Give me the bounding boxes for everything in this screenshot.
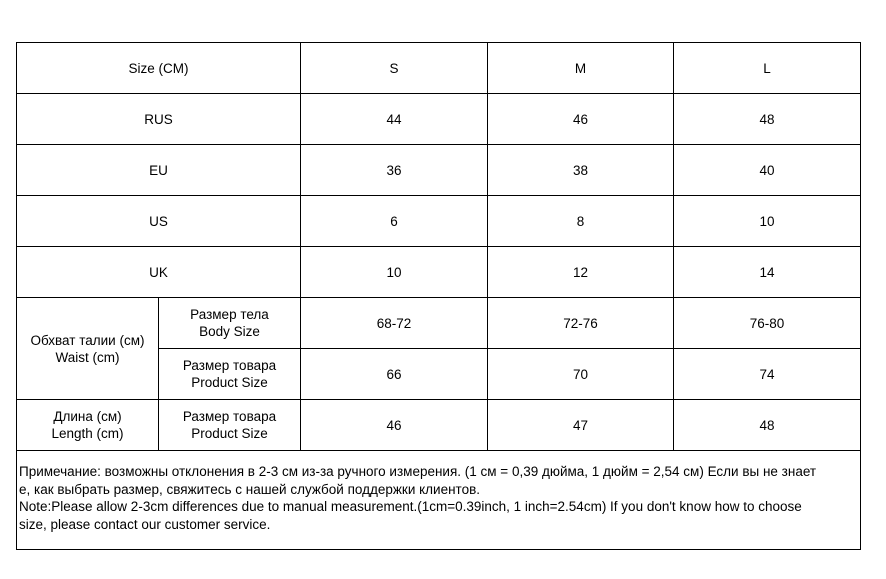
- table-cell: 44: [301, 94, 488, 145]
- note-ru-line-2: е, как выбрать размер, свяжитесь с нашей службой поддержки клиентов.: [19, 481, 481, 497]
- table-row: [17, 196, 861, 247]
- row-label: RUS: [17, 94, 301, 145]
- table-cell: 76-80: [674, 298, 861, 349]
- table-cell: 40: [674, 145, 861, 196]
- table-cell: 68-72: [301, 298, 488, 349]
- waist-label: [17, 298, 159, 400]
- table-row: [17, 247, 861, 298]
- table-cell: 10: [674, 196, 861, 247]
- table-cell: 72-76: [488, 298, 674, 349]
- measurement-note: [17, 451, 861, 550]
- table-cell: 47: [488, 400, 674, 451]
- length-row: [17, 400, 861, 451]
- table-cell: 8: [488, 196, 674, 247]
- length-label-en: Length (cm): [51, 426, 124, 441]
- header-row: [17, 43, 861, 94]
- table-cell: 46: [301, 400, 488, 451]
- size-s-header: S: [301, 43, 488, 94]
- header-label: Size (CM): [17, 43, 301, 94]
- size-m-header: M: [488, 43, 674, 94]
- table-cell: 66: [301, 349, 488, 400]
- table-cell: 38: [488, 145, 674, 196]
- waist-body-row: [17, 298, 861, 349]
- body-size-label: [159, 298, 301, 349]
- waist-label-ru: Обхват талии (см): [30, 332, 145, 348]
- size-chart: [16, 42, 860, 550]
- note-ru-line-1: Примечание: возможны отклонения в 2-3 см из-за ручного измерения. (1 см = 0,39 дюйма, 1 дюйм = 2,54 см) Если вы не знает: [19, 464, 817, 479]
- table-cell: 10: [301, 247, 488, 298]
- row-label: EU: [17, 145, 301, 196]
- length-label-ru: Длина (см): [53, 409, 122, 424]
- product-size-label-en: Product Size: [191, 375, 268, 390]
- body-size-label-ru: Размер тела: [190, 307, 269, 322]
- length-product-label-ru: Размер товара: [182, 409, 277, 424]
- table-cell: 12: [488, 247, 674, 298]
- table-cell: 14: [674, 247, 861, 298]
- table-cell: 70: [488, 349, 674, 400]
- product-size-label: [159, 349, 301, 400]
- table-row: [17, 145, 861, 196]
- table-cell: 48: [674, 94, 861, 145]
- table-cell: 74: [674, 349, 861, 400]
- table-cell: 48: [674, 400, 861, 451]
- body-size-label-en: Body Size: [199, 324, 260, 339]
- waist-label-en: Waist (cm): [55, 349, 120, 365]
- table-row: [17, 94, 861, 145]
- length-label: [17, 400, 159, 451]
- note-row: [17, 451, 861, 550]
- length-product-label-en: Product Size: [191, 426, 268, 441]
- table-cell: 6: [301, 196, 488, 247]
- product-size-label-ru: Размер товара: [182, 358, 277, 373]
- note-en-line-1: Note:Please allow 2-3cm differences due to manual measurement.(1cm=0.39inch, 1 inch=2.54cm) If you don't know how to choose: [19, 499, 802, 514]
- size-l-header: L: [674, 43, 861, 94]
- row-label: US: [17, 196, 301, 247]
- size-table: [16, 42, 861, 550]
- table-cell: 46: [488, 94, 674, 145]
- product-size-label: [159, 400, 301, 451]
- row-label: UK: [17, 247, 301, 298]
- note-en-line-2: size, please contact our customer service.: [19, 516, 271, 532]
- table-cell: 36: [301, 145, 488, 196]
